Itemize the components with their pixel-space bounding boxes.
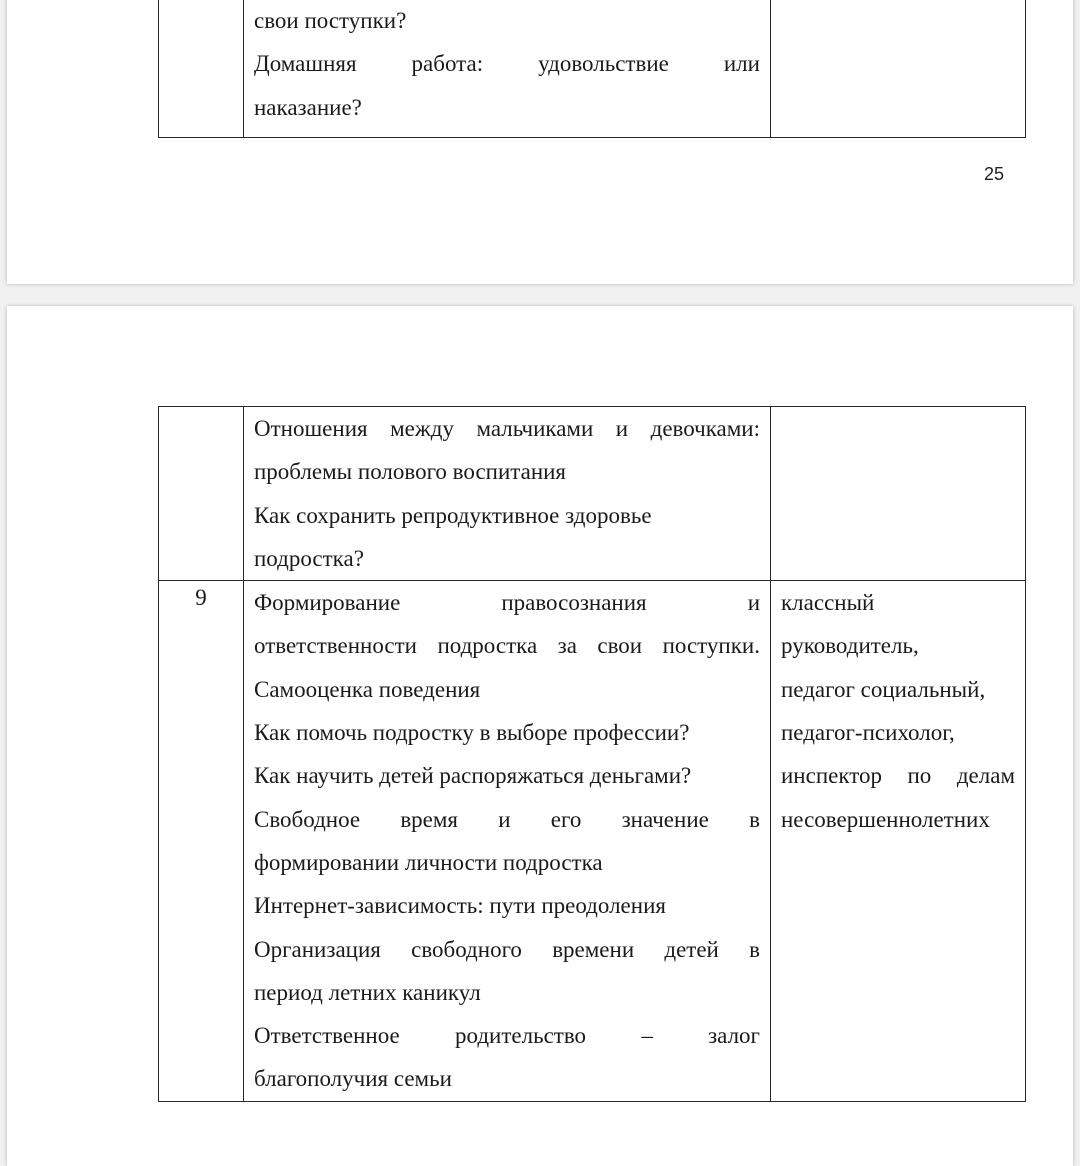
word: залог: [708, 1023, 760, 1049]
responsible-line: педагог-психолог,: [781, 720, 955, 746]
events-table: [158, 406, 1026, 1102]
topic-line-justified: [244, 1014, 770, 1057]
topic-line: Как научить детей распоряжаться деньгами?: [254, 763, 692, 789]
table-row: [159, 0, 1026, 138]
topic-line-justified: [244, 42, 770, 85]
word: и: [615, 416, 629, 441]
responsible-line: несовершеннолетних: [781, 806, 990, 832]
word: Домашняя: [254, 51, 357, 77]
word: детей: [664, 936, 719, 962]
word: или: [723, 51, 760, 77]
number-cell: [159, 0, 244, 138]
topic-line-justified: [244, 624, 770, 667]
row-number: 9: [159, 581, 244, 1102]
word: работа:: [411, 51, 484, 77]
document-page-25: [7, 0, 1073, 284]
topic-line: период летних каникул: [254, 979, 481, 1005]
word: Ответственное: [254, 1023, 400, 1049]
responsible-line: руководитель,: [781, 633, 919, 659]
word: родительство: [455, 1023, 587, 1049]
word: мальчиками: [476, 416, 594, 441]
topic-line: Самооценка поведения: [254, 676, 481, 702]
responsible-line-justified: [771, 754, 1025, 797]
word: ответственности: [254, 633, 417, 659]
topic-cell: [244, 581, 771, 1102]
word: за: [557, 633, 577, 659]
topic-line-justified: [244, 581, 770, 624]
word: времени: [552, 936, 635, 962]
word: девочками:: [650, 416, 760, 441]
word: Свободное: [254, 806, 361, 832]
topic-line: Как сохранить репродуктивное здоровье: [254, 502, 652, 528]
word: свои: [597, 633, 643, 659]
word: в: [749, 936, 760, 962]
topic-cell: [244, 407, 771, 581]
responsible-line: классный: [781, 590, 875, 616]
topic-line: Интернет-зависимость: пути преодоления: [254, 893, 666, 919]
topic-line: Как помочь подростку в выборе профессии?: [254, 720, 690, 746]
topic-line-justified: [244, 798, 770, 841]
topic-line: подростка?: [254, 545, 364, 571]
word: и: [747, 590, 760, 616]
word: удовольствие: [538, 51, 669, 77]
word: время: [400, 806, 459, 832]
word: его: [550, 806, 582, 832]
topic-line: формировании личности подростка: [254, 849, 603, 875]
word: –: [641, 1023, 653, 1049]
table-fragment-top: [158, 0, 1026, 138]
topic-line-justified: [244, 407, 770, 450]
responsible-cell: [771, 581, 1026, 1102]
number-cell: [159, 407, 244, 581]
document-page-26: [7, 306, 1073, 1166]
responsible-cell: [771, 0, 1026, 138]
topic-cell: [244, 0, 771, 138]
word: правосознания: [501, 590, 647, 616]
table-row: [159, 581, 1026, 1102]
word: делам: [956, 763, 1015, 789]
word: подростка: [437, 633, 538, 659]
word: по: [907, 763, 932, 789]
word: инспектор: [781, 763, 882, 789]
responsible-cell: [771, 407, 1026, 581]
word: Отношения: [254, 416, 368, 441]
word: Организация: [254, 936, 381, 962]
topic-line: наказание?: [254, 94, 362, 120]
page-number: 25: [984, 164, 1005, 184]
word: в: [749, 806, 760, 832]
topic-line: проблемы полового воспитания: [254, 459, 567, 485]
topic-line-justified: [244, 928, 770, 971]
word: и: [498, 806, 511, 832]
word: между: [390, 416, 454, 441]
word: свободного: [411, 936, 522, 962]
topic-line: благополучия семьи: [254, 1066, 452, 1092]
responsible-line: педагог социальный,: [781, 676, 986, 702]
topic-line: свои поступки?: [254, 8, 407, 33]
word: значение: [621, 806, 709, 832]
word: Формирование: [254, 590, 401, 616]
word: поступки.: [662, 633, 760, 659]
table-row: [159, 407, 1026, 581]
